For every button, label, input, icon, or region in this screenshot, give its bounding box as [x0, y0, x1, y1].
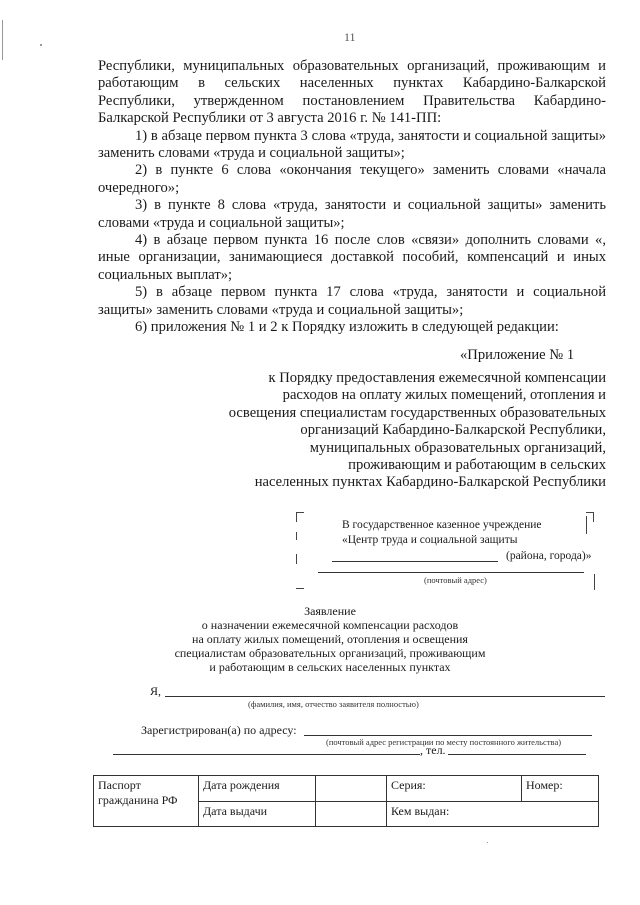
- box-corner: [296, 512, 304, 513]
- district-underline: [332, 561, 498, 562]
- passport-doc-cell: [94, 776, 199, 827]
- application-subtitle: специалистам образовательных организаций, проживающим: [174, 646, 486, 660]
- application-subtitle: на оплату жилых помещений, отопления и освещения: [192, 632, 468, 646]
- scan-mark: [487, 842, 488, 843]
- page-number: 11: [344, 30, 356, 44]
- paragraph-intro: Республики, муниципальных образовательных организаций, проживающим и работающим в сельских населенных пунктах Кабардино-Балкарской Республики, утвержденном постановлением Правительства Кабардино-Балкарской Республики от 3 августа 2016 г. № 141-ПП:: [98, 58, 606, 127]
- paragraph-item-5: 5) в абзаце первом пункта 17 слова «труда, занятости и социальной защиты» заменить словами «труда и социальной защиты»;: [98, 284, 606, 318]
- box-corner: [296, 588, 304, 589]
- appendix-description: [216, 370, 606, 492]
- appendix-line: муниципальных образовательных организаций,: [309, 439, 606, 456]
- box-corner: [594, 574, 595, 590]
- amendments-text: [98, 58, 606, 337]
- paragraph-item-3: 3) в пункте 8 слова «труда, занятости и социальной защиты» заменить словами «труда и социальной защиты»;: [98, 197, 606, 231]
- box-corner: [296, 554, 297, 564]
- postal-hint: (почтовый адрес): [424, 575, 487, 585]
- district-hint: (района, города)»: [506, 550, 592, 562]
- address-box: [296, 512, 594, 590]
- name-field[interactable]: [165, 696, 605, 697]
- number-cell[interactable]: [522, 776, 599, 802]
- number-label: Номер:: [526, 778, 563, 792]
- birth-date-label-cell: [199, 776, 316, 802]
- box-corner: [296, 512, 297, 522]
- box-corner: [586, 516, 587, 534]
- passport-table: [93, 775, 599, 827]
- paragraph-item-6: 6) приложения № 1 и 2 к Порядку изложить в следующей редакции:: [135, 319, 559, 336]
- appendix-title: «Приложение № 1: [460, 347, 575, 363]
- name-hint: (фамилия, имя, отчество заявителя полностью): [248, 699, 419, 709]
- scan-mark: [40, 44, 42, 46]
- series-label: Серия:: [391, 778, 426, 792]
- appendix-line: проживающим и работающим в сельских: [348, 457, 606, 474]
- appendix-line: организаций Кабардино-Балкарской Республики,: [300, 422, 606, 439]
- recipient-line-1: В государственное казенное учреждение: [342, 519, 542, 531]
- phone-label: , тел.: [420, 743, 446, 757]
- application-subtitle: о назначении ежемесячной компенсации расходов: [201, 618, 459, 632]
- box-corner: [593, 512, 594, 522]
- appendix-line: освещения специалистам государственных образовательных: [228, 404, 606, 421]
- issued-by-cell[interactable]: [387, 801, 599, 827]
- box-corner: [296, 532, 297, 540]
- table-row: [94, 776, 599, 802]
- paragraph-item-4: 4) в абзаце первом пункта 16 после слов «связи» дополнить словами «, иные организации, занимающиеся доставкой пособий, компенсаций и иных социальных выплат»;: [98, 232, 606, 283]
- birth-date-label: Дата рождения: [203, 778, 280, 792]
- issued-by-label: Кем выдан:: [391, 803, 450, 818]
- series-cell[interactable]: [387, 776, 522, 802]
- appendix-line: населенных пунктах Кабардино-Балкарской Республики: [254, 474, 606, 491]
- phone-field[interactable]: [448, 754, 586, 755]
- issue-date-field[interactable]: [316, 801, 387, 827]
- registered-label: Зарегистрирован(а) по адресу:: [141, 723, 297, 737]
- issue-date-label-cell: [199, 801, 316, 827]
- registered-hint: (почтовый адрес регистрации по месту постоянного жительства): [326, 737, 562, 747]
- scan-mark: [2, 20, 3, 60]
- application-subtitle: и работающим в сельских населенных пунктах: [209, 660, 451, 674]
- passport-doc-label: Паспорт гражданина РФ: [98, 778, 178, 807]
- appendix-line: расходов на оплату жилых помещений, отопления и: [282, 387, 606, 404]
- appendix-line: к Порядку предоставления ежемесячной компенсации: [268, 370, 606, 386]
- application-title: Заявление: [304, 604, 356, 618]
- paragraph-item-2: 2) в пункте 6 слова «окончания текущего» заменить словами «начала очередного»;: [98, 162, 606, 196]
- birth-date-field[interactable]: [316, 776, 387, 802]
- issue-date-label: Дата выдачи: [203, 803, 268, 818]
- address-continuation-field[interactable]: [113, 754, 420, 755]
- i-label: Я,: [150, 684, 162, 698]
- registered-address-field[interactable]: [304, 735, 592, 736]
- application-title-block: [160, 604, 500, 674]
- paragraph-item-1: 1) в абзаце первом пункта 3 слова «труда, занятости и социальной защиты» заменить словами «труда и социальной защиты»;: [98, 127, 606, 162]
- recipient-line-2: «Центр труда и социальной защиты: [342, 534, 518, 546]
